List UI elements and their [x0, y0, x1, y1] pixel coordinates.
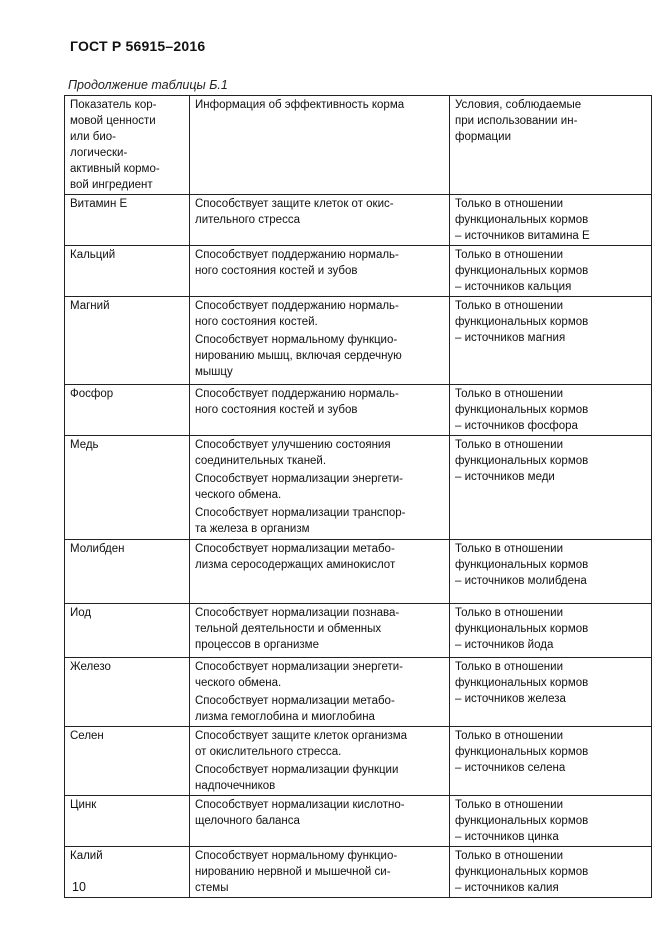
table-row: [65, 385, 652, 436]
info-paragraph: Способствует нормальному функцио- нированию мышц, включая сердечную мышцу: [195, 334, 402, 378]
info-cell: [190, 847, 450, 898]
condition-cell: Только в отношении функциональных кормов – источников кальция: [450, 246, 652, 297]
info-paragraph: Способствует нормализации метабо- лизма гемоглобина и миоглобина: [195, 695, 395, 723]
indicator-cell: Цинк: [65, 796, 190, 847]
table-row: [65, 246, 652, 297]
table-row: [65, 540, 652, 604]
condition-cell: Только в отношении функциональных кормов – источников витамина Е: [450, 195, 652, 246]
info-paragraph: Способствует поддержанию нормаль- ного состояния костей.: [195, 300, 399, 328]
condition-cell: Только в отношении функциональных кормов – источников калия: [450, 847, 652, 898]
info-paragraph: Способствует нормализации познава- тельной деятельности и обменных процессов в организме: [195, 607, 400, 651]
table-row: [65, 436, 652, 540]
info-cell: [190, 246, 450, 297]
condition-cell: Только в отношении функциональных кормов – источников фосфора: [450, 385, 652, 436]
feed-ingredients-table: [64, 95, 652, 898]
indicator-cell: Иод: [65, 604, 190, 658]
table-row: [65, 847, 652, 898]
info-paragraph: Способствует нормализации энергети- ческого обмена.: [195, 473, 403, 501]
info-paragraph: Способствует нормализации функции надпочечников: [195, 764, 399, 792]
info-paragraph: Способствует нормализации кислотно- щелочного баланса: [195, 799, 405, 827]
table-body: [65, 195, 652, 898]
table-row: [65, 658, 652, 727]
indicator-cell: Медь: [65, 436, 190, 540]
info-cell: [190, 385, 450, 436]
document-header: ГОСТ Р 56915–2016: [70, 38, 206, 54]
indicator-cell: Железо: [65, 658, 190, 727]
info-cell: [190, 195, 450, 246]
info-cell: [190, 727, 450, 796]
info-paragraph: Способствует защите клеток организма от окислительного стресса.: [195, 730, 408, 758]
info-paragraph: Способствует нормализации метабо- лизма серосодержащих аминокислот: [195, 543, 396, 571]
info-cell: [190, 540, 450, 604]
header-info: Информация об эффективность корма: [190, 96, 450, 195]
info-paragraph: Способствует нормальному функцио- нированию нервной и мышечной си- стемы: [195, 850, 398, 894]
indicator-cell: Селен: [65, 727, 190, 796]
condition-cell: Только в отношении функциональных кормов – источников магния: [450, 297, 652, 385]
indicator-cell: Фосфор: [65, 385, 190, 436]
info-paragraph: Способствует поддержанию нормаль- ного состояния костей и зубов: [195, 388, 399, 416]
condition-cell: Только в отношении функциональных кормов – источников меди: [450, 436, 652, 540]
indicator-cell: Витамин Е: [65, 195, 190, 246]
info-paragraph: Способствует нормализации энергети- ческого обмена.: [195, 661, 403, 689]
page-number: 10: [72, 880, 86, 894]
info-paragraph: Способствует улучшению состояния соединительных тканей.: [195, 439, 391, 467]
info-cell: [190, 796, 450, 847]
indicator-cell: Магний: [65, 297, 190, 385]
condition-cell: Только в отношении функциональных кормов – источников цинка: [450, 796, 652, 847]
header-indicator: Показатель кор- мовой ценности или био- логически- активный кормо- вой ингредиент: [65, 96, 190, 195]
info-paragraph: Способствует защите клеток от окис- лительного стресса: [195, 198, 394, 226]
table-row: [65, 604, 652, 658]
condition-cell: Только в отношении функциональных кормов – источников молибдена: [450, 540, 652, 604]
indicator-cell: Калий: [65, 847, 190, 898]
table-row: [65, 727, 652, 796]
table-caption: Продолжение таблицы Б.1: [68, 78, 228, 92]
info-paragraph: Способствует нормализации транспор- та железа в организм: [195, 507, 406, 535]
condition-cell: Только в отношении функциональных кормов – источников селена: [450, 727, 652, 796]
info-cell: [190, 658, 450, 727]
info-cell: [190, 436, 450, 540]
indicator-cell: Кальций: [65, 246, 190, 297]
table-row: [65, 195, 652, 246]
indicator-cell: Молибден: [65, 540, 190, 604]
header-conditions: Условия, соблюдаемые при использовании ин- формации: [450, 96, 652, 195]
info-cell: [190, 604, 450, 658]
table-header-row: [65, 96, 652, 195]
table-row: [65, 297, 652, 385]
table-row: [65, 796, 652, 847]
condition-cell: Только в отношении функциональных кормов – источников йода: [450, 604, 652, 658]
info-cell: [190, 297, 450, 385]
info-paragraph: Способствует поддержанию нормаль- ного состояния костей и зубов: [195, 249, 399, 277]
condition-cell: Только в отношении функциональных кормов – источников железа: [450, 658, 652, 727]
